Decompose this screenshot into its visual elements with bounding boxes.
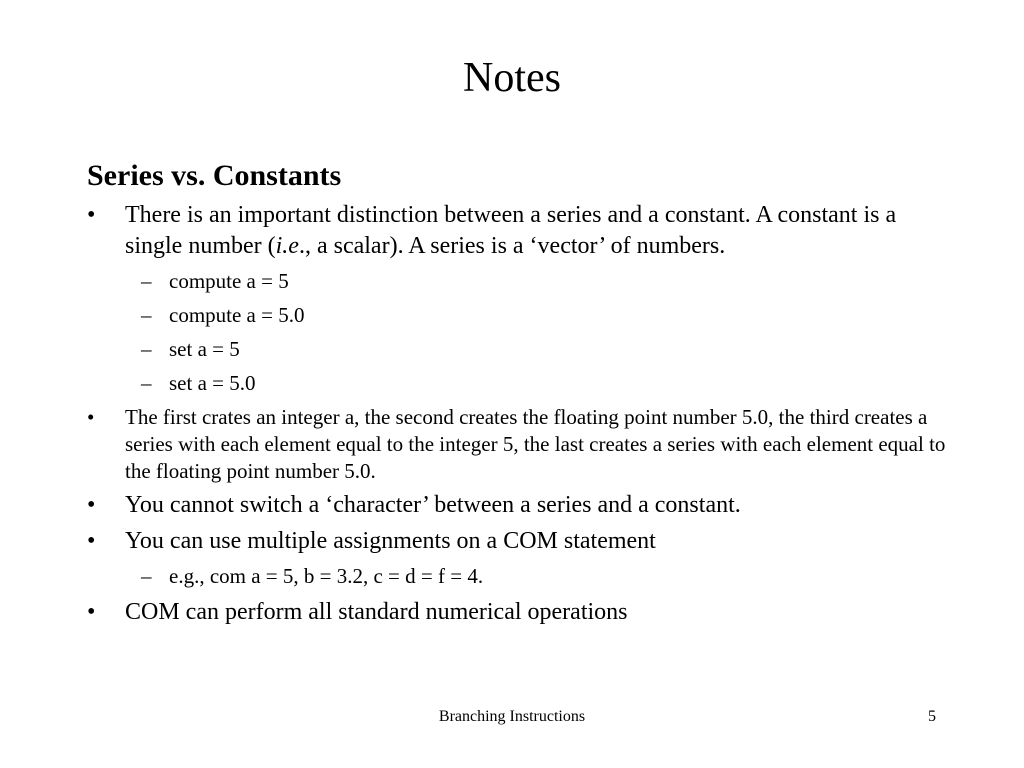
bullet-item-assignments (87, 526, 947, 590)
bullet-item-distinction (87, 200, 947, 397)
page-number: 5 (928, 708, 936, 725)
dash-icon: – (141, 269, 152, 293)
sub-item (125, 336, 947, 363)
sub-item (125, 302, 947, 329)
dash-icon: – (141, 303, 152, 327)
footer-title: Branching Instructions (438, 708, 586, 725)
sub-item-text: compute a = 5 (169, 269, 289, 293)
bullet-text: The first crates an integer a, the second creates the floating point number 5.0, the third creates a series with each element equal to the integer 5, the last creates a series with each element equal to the floating point number 5.0. (125, 405, 946, 483)
sub-item-text: compute a = 5.0 (169, 303, 305, 327)
sub-item (125, 563, 947, 590)
dash-icon: – (141, 371, 152, 395)
sub-item-text: set a = 5.0 (169, 371, 256, 395)
bullet-text-part-1: There is an important distinction between a series and a constant. A constant is a single number ( (125, 202, 897, 259)
sub-item-text: e.g., com a = 5, b = 3.2, c = d = f = 4. (169, 564, 484, 588)
dash-icon: – (141, 564, 152, 588)
section-heading: Series vs. Constants (87, 159, 342, 192)
bullet-item-operations (87, 597, 947, 628)
bullet-text-italic: i.e (275, 233, 299, 259)
bullet-list (87, 200, 947, 633)
bullet-icon: • (87, 202, 96, 228)
bullet-item-character (87, 490, 947, 521)
bullet-icon: • (87, 599, 96, 625)
sub-item (125, 268, 947, 295)
bullet-text-part-2: ., a scalar). A series is a ‘vector’ of numbers. (298, 233, 726, 259)
sub-bullet-list (125, 563, 947, 590)
dash-icon: – (141, 337, 152, 361)
sub-item (125, 370, 947, 397)
bullet-icon: • (87, 492, 96, 518)
bullet-text: COM can perform all standard numerical operations (125, 599, 628, 625)
bullet-icon: • (87, 405, 95, 429)
bullet-text: You can use multiple assignments on a COM statement (125, 528, 656, 554)
sub-bullet-list (125, 268, 947, 397)
bullet-text: You cannot switch a ‘character’ between a series and a constant. (125, 492, 741, 518)
slide-title: Notes (463, 55, 561, 101)
bullet-item-explanation (87, 404, 947, 485)
sub-item-text: set a = 5 (169, 337, 240, 361)
bullet-icon: • (87, 528, 96, 554)
